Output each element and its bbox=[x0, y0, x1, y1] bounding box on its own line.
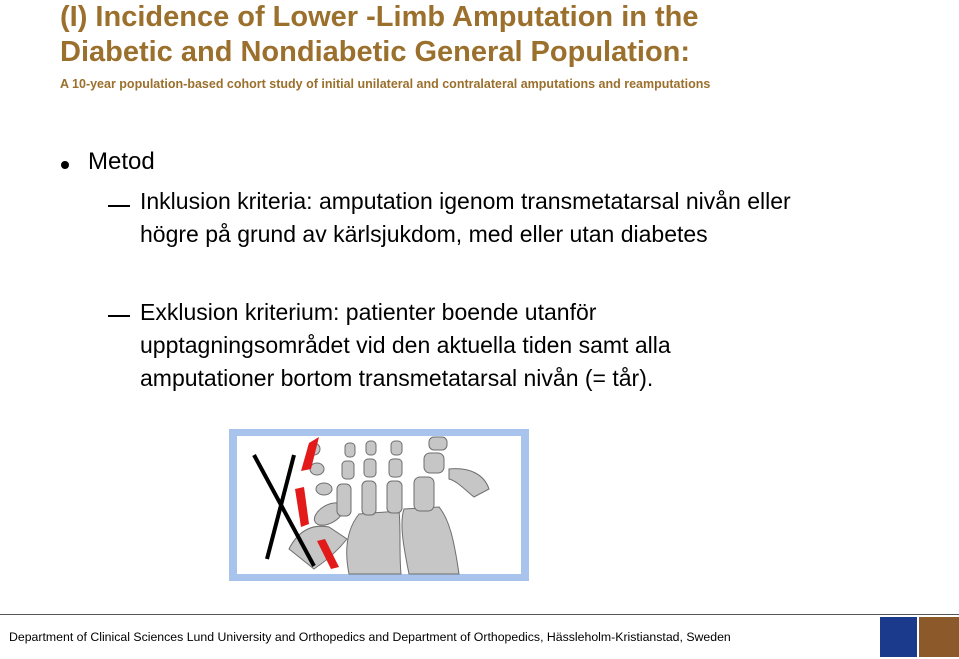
bullet-heading: Metod bbox=[88, 148, 155, 175]
inclusion-text-line-1: Inklusion kriteria: amputation igenom transmetatarsal nivån eller bbox=[140, 188, 791, 214]
footer-brown-square bbox=[919, 617, 959, 657]
slide-title-line-1: (I) Incidence of Lower -Limb Amputation in the bbox=[60, 1, 699, 33]
dash-icon bbox=[108, 315, 130, 317]
slide-subtitle: A 10-year population-based cohort study of initial unilateral and contralateral amputations and reamputations bbox=[60, 77, 711, 91]
bullet-dot-icon bbox=[61, 161, 69, 169]
exclusion-text-line-3: amputationer bortom transmetatarsal nivån (= tår). bbox=[140, 365, 654, 391]
foot-skeleton-illustration bbox=[229, 429, 529, 581]
dash-icon bbox=[108, 205, 130, 207]
inclusion-text-line-2: högre på grund av kärlsjukdom, med eller utan diabetes bbox=[140, 221, 708, 247]
exclusion-text-line-2: upptagningsområdet vid den aktuella tiden samt alla bbox=[140, 332, 671, 358]
footer-text: Department of Clinical Sciences Lund University and Orthopedics and Department of Orthopedics, Hässleholm-Kristianstad, Sweden bbox=[9, 630, 731, 644]
footer-blue-square bbox=[880, 617, 917, 657]
foot-skeleton-figure bbox=[229, 429, 529, 581]
footer-divider bbox=[0, 614, 959, 615]
slide-title-line-2: Diabetic and Nondiabetic General Population: bbox=[60, 36, 691, 68]
exclusion-text-line-1: Exklusion kriterium: patienter boende utanför bbox=[140, 299, 597, 325]
